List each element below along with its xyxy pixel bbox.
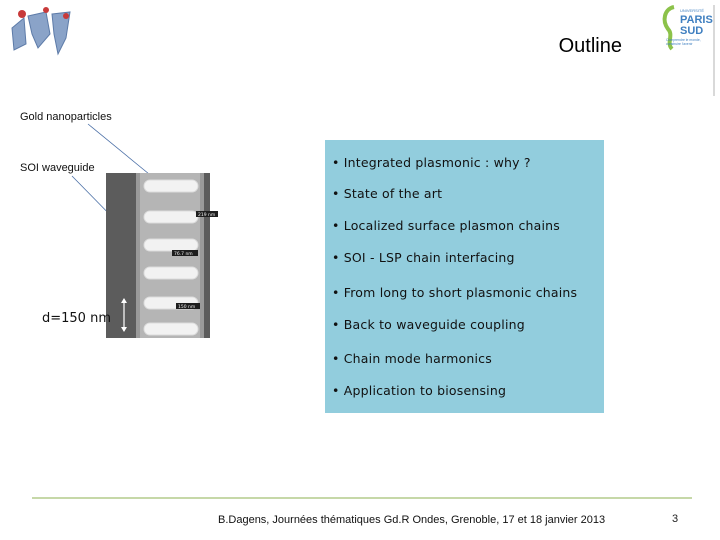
outline-item-6: • Back to waveguide coupling bbox=[332, 317, 525, 332]
logo-line-1: UNIVERSITÉ bbox=[680, 8, 705, 13]
label-soi-waveguide: SOI waveguide bbox=[20, 162, 95, 174]
scale-label: d=150 nm bbox=[42, 311, 111, 326]
outline-item-2: • State of the art bbox=[332, 186, 443, 201]
label-gold-nanoparticles: Gold nanoparticles bbox=[20, 111, 112, 123]
measure-label-3: 150 nm bbox=[178, 305, 196, 310]
outline-item-5: • From long to short plasmonic chains bbox=[332, 285, 578, 300]
outline-item-3: • Localized surface plasmon chains bbox=[332, 218, 561, 233]
page-number: 3 bbox=[672, 513, 679, 525]
outline-box bbox=[325, 140, 604, 413]
logo-line-4: Comprendre le monde, bbox=[666, 38, 701, 42]
outline-item-7: • Chain mode harmonics bbox=[332, 351, 492, 366]
sem-image bbox=[106, 173, 216, 338]
measure-label-2: 76.7 nm bbox=[174, 252, 193, 257]
footer-citation: B.Dagens, Journées thématiques Gd.R Ondes, Grenoble, 17 et 18 janvier 2013 bbox=[218, 514, 606, 526]
outline-item-1: • Integrated plasmonic : why ? bbox=[332, 155, 531, 170]
logo-line-3: SUD bbox=[680, 25, 704, 37]
footer-divider bbox=[32, 497, 692, 499]
logo-line-2: PARIS bbox=[680, 14, 713, 26]
outline-item-4: • SOI - LSP chain interfacing bbox=[332, 250, 515, 265]
outline-item-8: • Application to biosensing bbox=[332, 383, 507, 398]
slide-title: Outline bbox=[558, 35, 622, 57]
logo-line-5: construire l'avenir bbox=[666, 42, 693, 46]
measure-label-1: 219 nm bbox=[198, 213, 216, 218]
